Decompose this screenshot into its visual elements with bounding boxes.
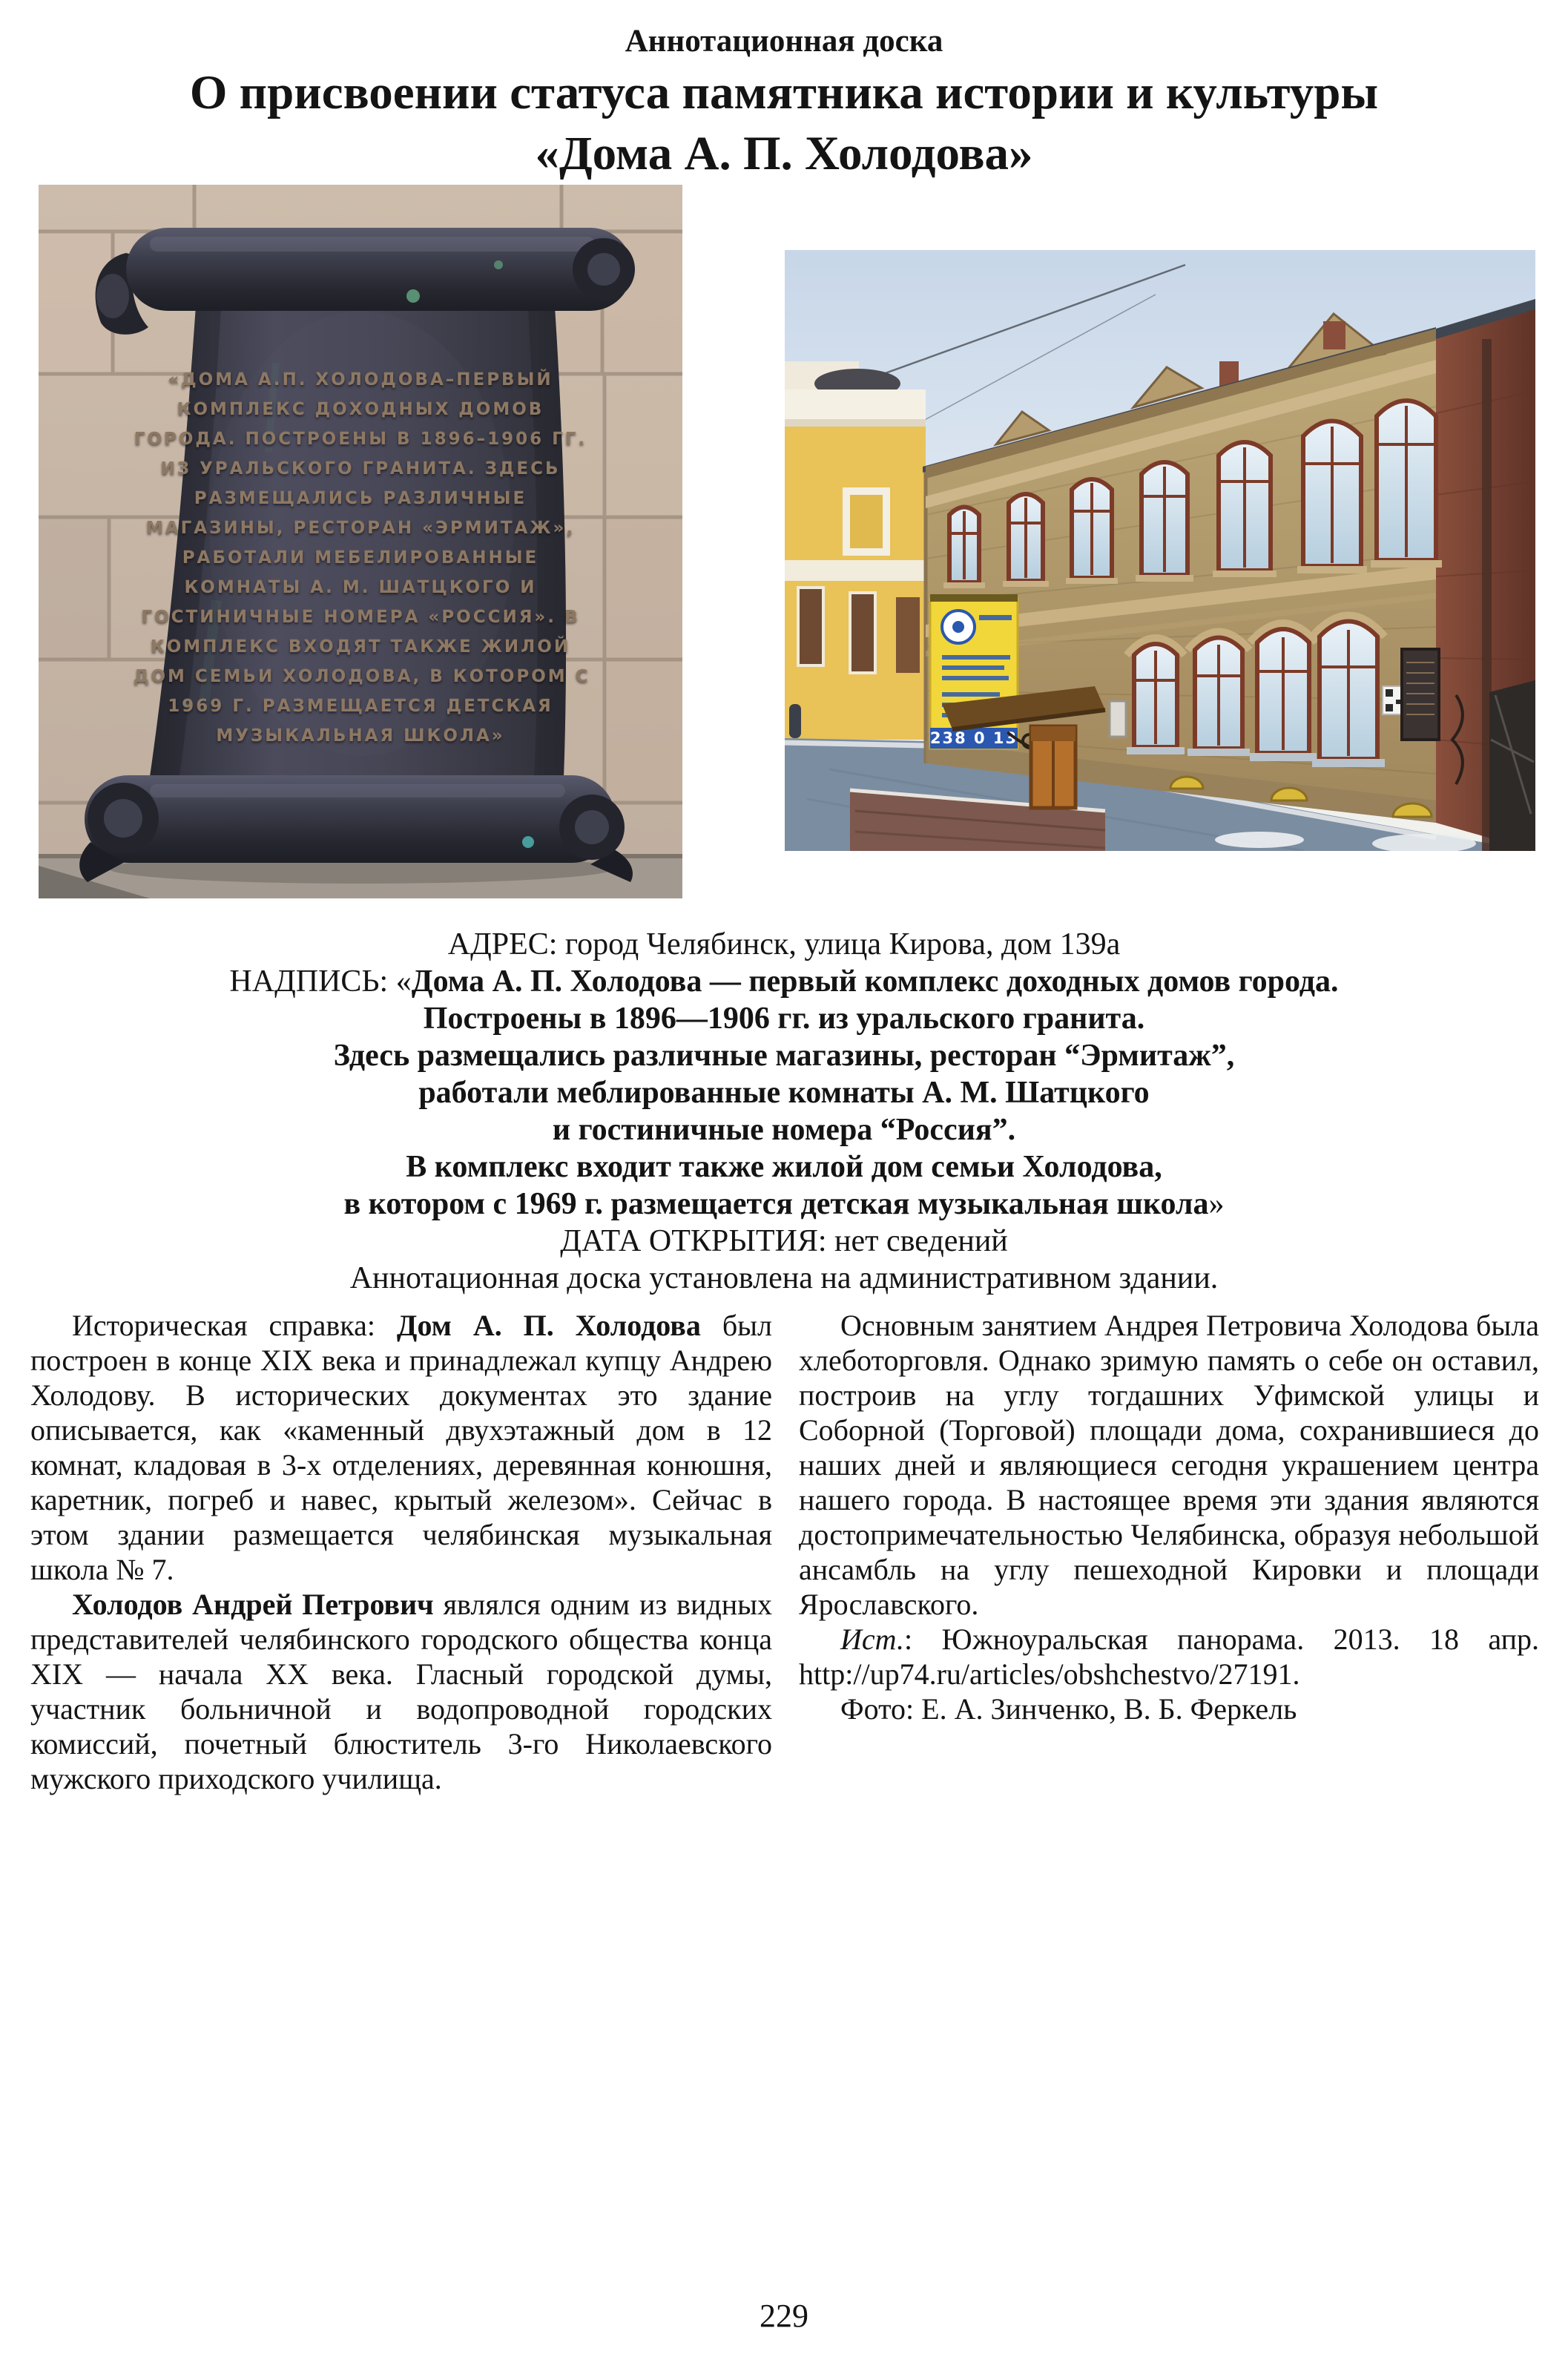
plaque-line: ДОМ СЕМЬИ ХОЛОДОВА, В КОТОРОМ С [134, 667, 590, 686]
door-sign [1110, 701, 1126, 737]
caption-inscription-line: Построены в 1896—1906 гг. из уральского гранита. [423, 1002, 1145, 1036]
caption-inscription-line: работали меблированные комнаты А. М. Шатцкого [418, 1076, 1150, 1110]
plaque-line: КОМПЛЕКС ВХОДЯТ ТАКЖЕ ЖИЛОЙ [150, 637, 571, 657]
building-photo [785, 250, 1535, 851]
title-line-2: «Дома А. П. Холодова» [535, 127, 1033, 180]
plaque-line: РАБОТАЛИ МЕБЕЛИРОВАННЫЕ [182, 548, 539, 568]
left-column [30, 1308, 772, 1796]
plaque-line: МУЗЫКАЛЬНАЯ ШКОЛА» [216, 726, 505, 746]
page-number: 229 [760, 2298, 808, 2334]
brick-corner-wall [1436, 299, 1535, 851]
paragraph-photo-credit: Фото: Е. А. Зинченко, В. Б. Феркель [840, 1692, 1297, 1726]
snow-patch [1215, 832, 1304, 848]
title-line-1: О присвоении статуса памятника истории и культуры [189, 66, 1379, 119]
caption-inscription-line: в котором с 1969 г. размещается детская музыкальная школа» [343, 1187, 1225, 1221]
background-yellow-building [785, 361, 926, 740]
plaque-line: КОМНАТЫ А. М. ШАТЦКОГО И [184, 578, 537, 597]
paragraph-source: Ист.: Южноуральская панорама. 2013. 18 апр. http://up74.ru/articles/obshchestvo/27191. [799, 1623, 1539, 1691]
caption-address: АДРЕС: город Челябинск, улица Кирова, дом 139а [447, 927, 1121, 961]
paragraph-occupation: Основным занятием Андрея Петровича Холодова была хлеботорговля. Однако зримую память о себе он оставил, построив на углу тогдашних Уфимской улицы и Соборной (Торговой) площади дома, сохранившиеся до наших дней и являющиеся сегодня украшением центра нашего города. В настоящее время эти здания являются достопримечательностью Челябинска, образуя небольшой ансамбль на углу пешеходной Кировки и площади Ярославского. [799, 1309, 1539, 1621]
metal-gate [1489, 680, 1535, 851]
pedestrian [789, 704, 801, 738]
caption-inscription-line: и гостиничные номера “Россия”. [552, 1113, 1016, 1147]
caption-note: Аннотационная доска установлена на административном здании. [349, 1261, 1219, 1295]
kicker: Аннотационная доска [625, 24, 943, 59]
caption-inscription-line: Здесь размещались различные магазины, ресторан “Эрмитаж”, [333, 1039, 1235, 1073]
right-column [799, 1308, 1539, 1726]
caption-block [0, 926, 1568, 1297]
plaque-line: ГОСТИНИЧНЫЕ НОМЕРА «РОССИЯ». В [141, 608, 580, 627]
paragraph-kholodov: Холодов Андрей Петрович являлся одним из видных представителей челябинского городского общества конца XIX — начала XX века. Гласный городской думы, участник больничной и водопроводной городских комиссий, почетный блюститель 3-го Николаевского мужского приходского училища. [30, 1588, 773, 1795]
plaque-line: 1969 Г. РАЗМЕЩАЕТСЯ ДЕТСКАЯ [168, 697, 553, 716]
plaque-line: РАЗМЕЩАЛИСЬ РАЗЛИЧНЫЕ [194, 489, 527, 508]
paragraph-history: Историческая справка: Дом А. П. Холодова был построен в конце XIX века и принадлежал купцу Андрею Холодову. В исторических документах это здание описывается, как «каменный двухэтажный дом в 12 комнат, кладовая в 3-х отделениях, деревянная конюшня, каретник, погреб и навес, крытый железом». Сейчас в этом здании размещается челябинская музыкальная школа № 7. [30, 1309, 772, 1586]
banner-phone: 238 0 13 [929, 729, 1018, 747]
caption-inscription-line: НАДПИСЬ: «Дома А. П. Холодова — первый комплекс доходных домов города. [229, 964, 1339, 999]
plaque-line: «ДОМА А.П. ХОЛОДОВА–ПЕРВЫЙ [168, 370, 553, 389]
plaque-line: КОМПЛЕКС ДОХОДНЫХ ДОМОВ [177, 400, 544, 419]
caption-inscription-line: В комплекс входит также жилой дом семьи Холодова, [406, 1150, 1162, 1184]
building-photo-illustration [785, 250, 1535, 851]
plaque-inscription [134, 365, 590, 751]
plaque-line: МАГАЗИНЫ, РЕСТОРАН «ЭРМИТАЖ», [145, 519, 576, 538]
page-title [0, 62, 1568, 184]
plaque-line: ГОРОДА. ПОСТРОЕНЫ В 1896–1906 ГГ. [134, 430, 587, 449]
plaque-photo [39, 185, 682, 898]
plaque-line: ИЗ УРАЛЬСКОГО ГРАНИТА. ЗДЕСЬ [160, 459, 561, 479]
caption-date: ДАТА ОТКРЫТИЯ: нет сведений [560, 1224, 1008, 1258]
